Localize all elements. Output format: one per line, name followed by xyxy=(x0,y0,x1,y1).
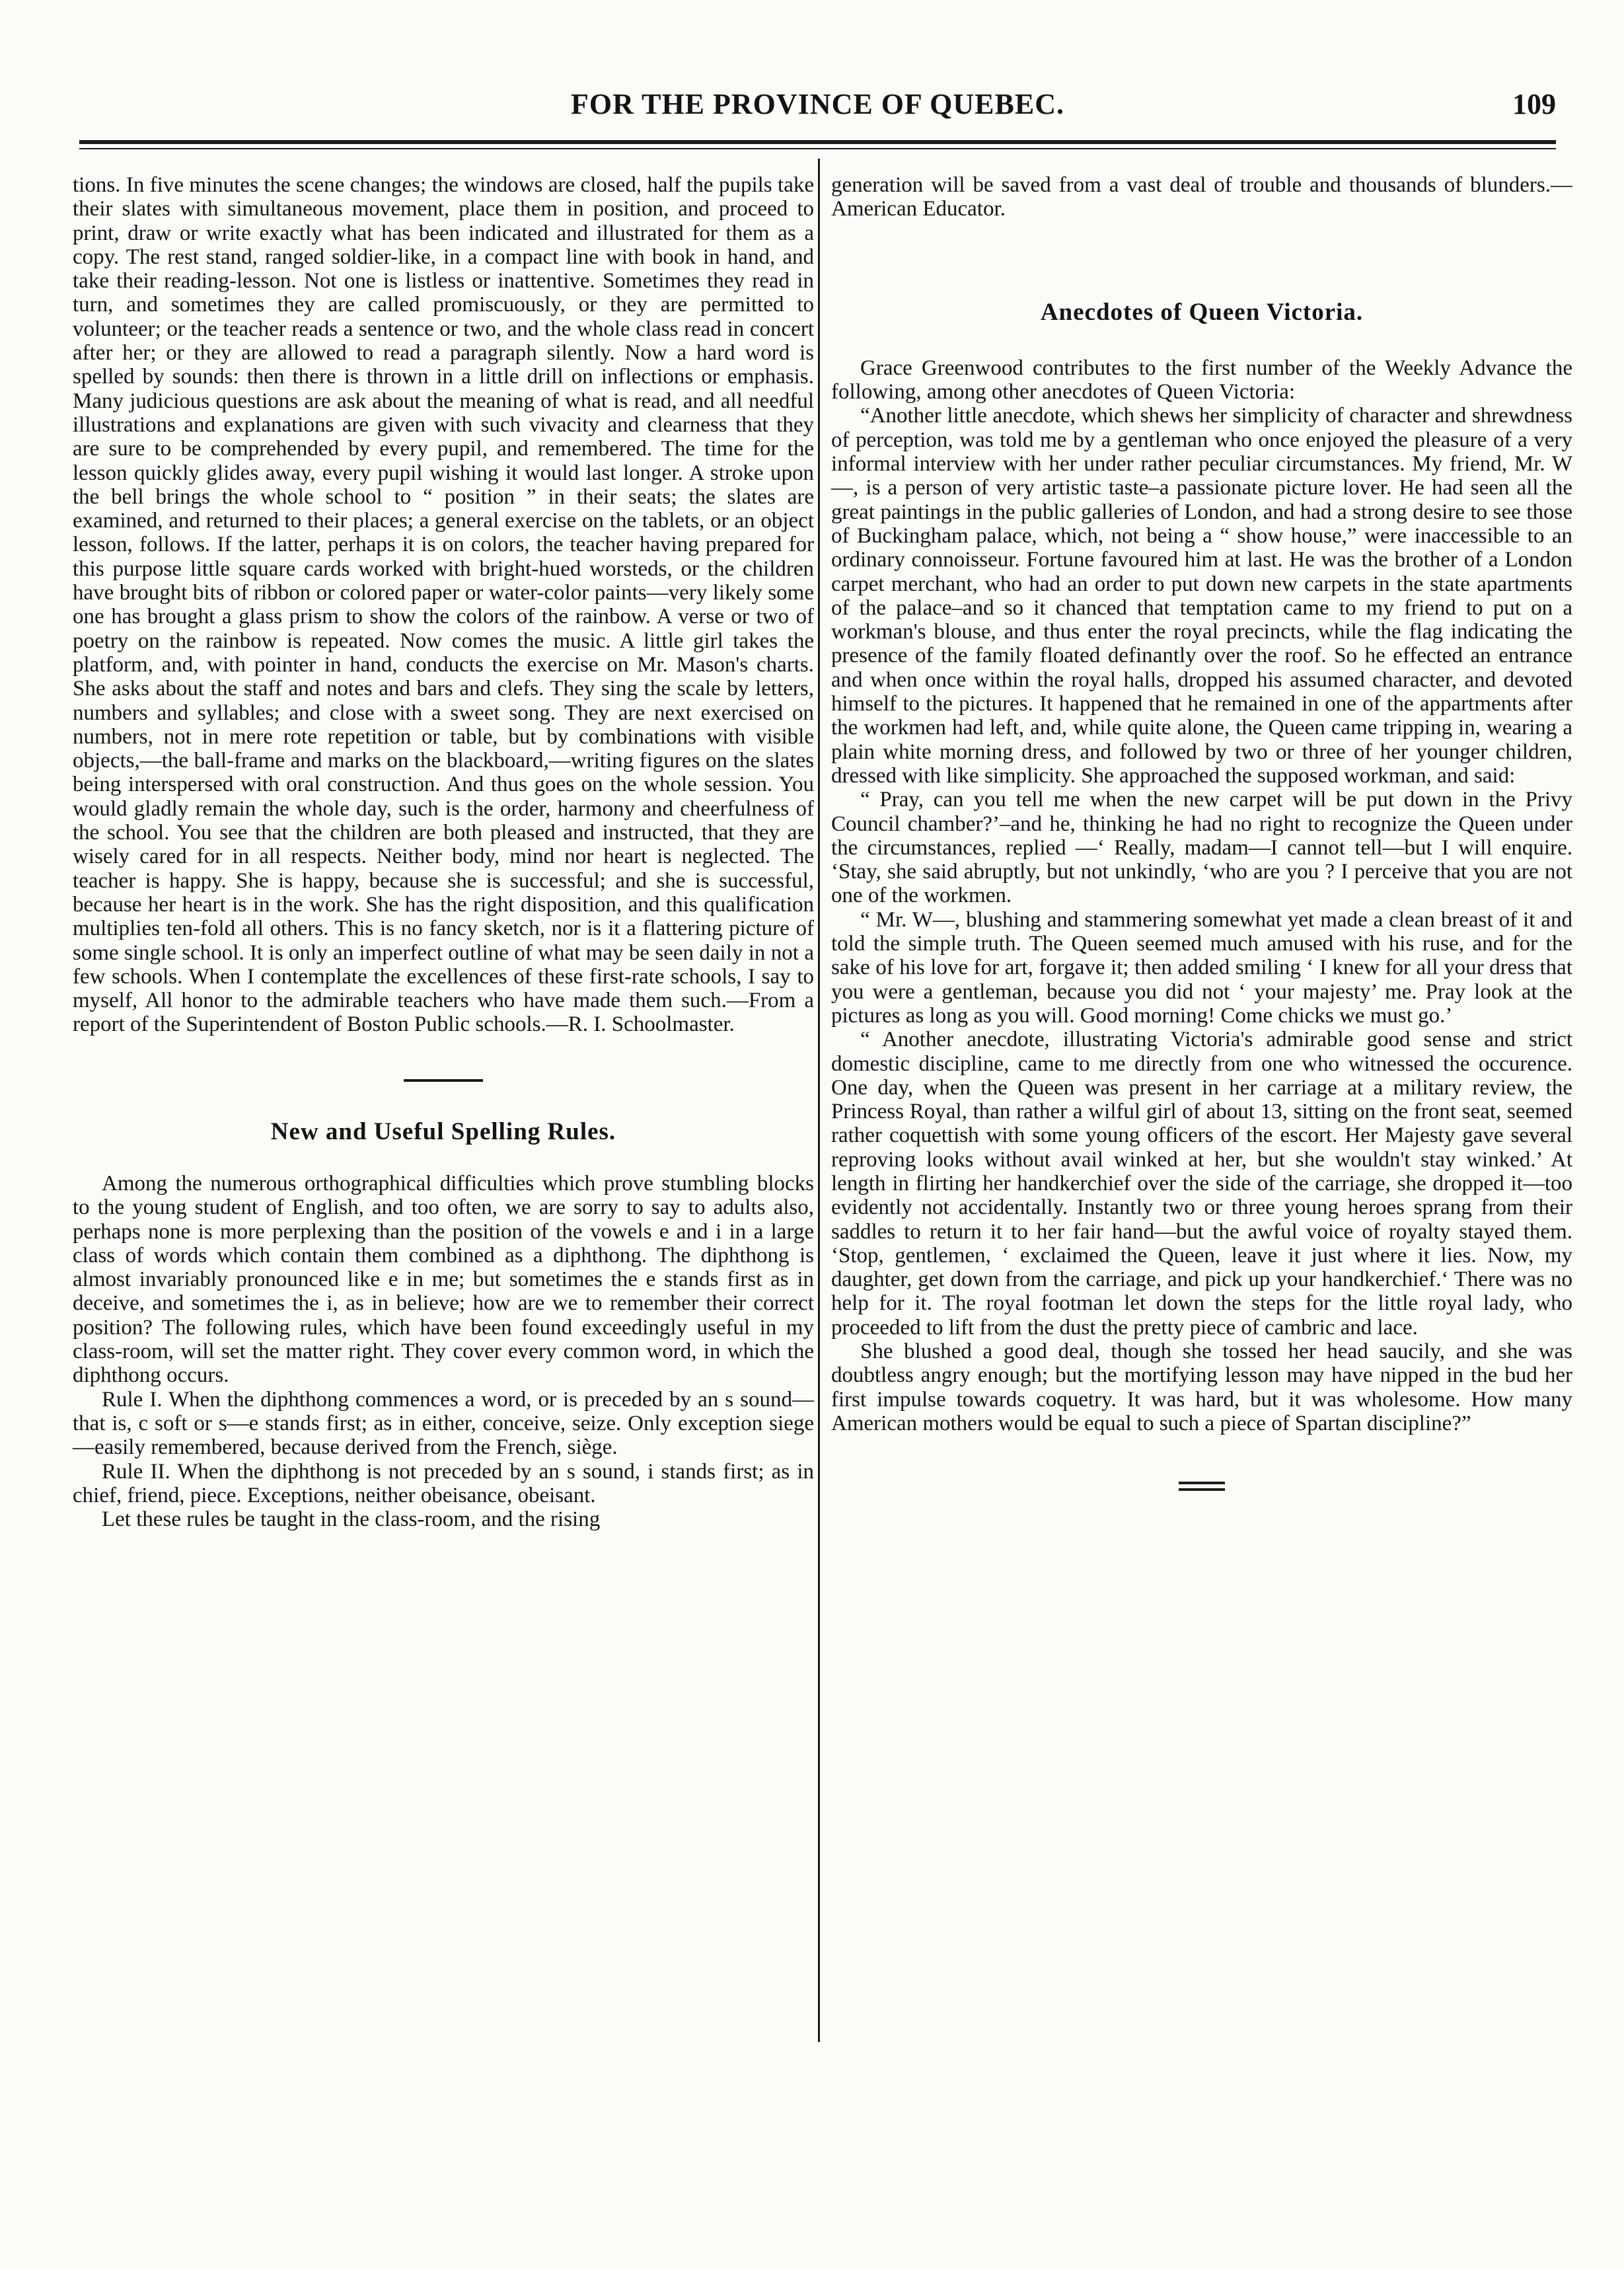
rule-two-paragraph: Rule II. When the diphthong is not preceded by an s sound, i stands first; as in chief, friend, piece. Exceptions, neither obeisance, obeisant. xyxy=(73,1459,814,1507)
anecdote-paragraph: She blushed a good deal, though she tossed her head saucily, and she was doubtless angry enough; but the mortifying lesson may have nipped in the bud her first impulse towards coquetry. It was hard, but it was wholesome. How many American mothers would be equal to such a piece of Spartan discipline?” xyxy=(831,1340,1572,1435)
anecdote-paragraph: “Another little anecdote, which shews her simplicity of character and shrewdness of perception, was told me by a gentleman who once enjoyed the pleasure of a very informal interview with her under rather peculiar circumstances. My friend, Mr. W—, is a person of very artistic taste–a passionate picture lover. He had seen all the great paintings in the public galleries of London, and had a strong desire to see those of Buckingham palace, which, not being a “ show house,” were inaccessible to an ordinary connoisseur. Fortune favoured him at last. He was the brother of a London carpet merchant, who had an order to put down new carpets in the state apartments of the palace–and so it chanced that temptation came to my friend to put on a workman's blouse, and thus enter the royal precincts, while the flag indicating the presence of the family floated definantly over the roof. So he effected an entrance and when once within the royal halls, dropped his assumed character, and devoted himself to the pictures. It happened that he remained in one of the appartments after the workmen had left, and, while quite alone, the Queen came tripping in, wearing a plain white morning dress, and followed by two or three of her younger children, dressed with like simplicity. She approached the supposed workman, and said: xyxy=(831,404,1572,788)
continued-paragraph: tions. In five minutes the scene changes; the windows are closed, half the pupils take their slates with simultaneous movement, place them in position, and proceed to print, draw or write exactly what has been indicated and illustrated for them as a copy. The rest stand, ranged soldier-like, in a compact line with book in hand, and take their reading-lesson. Not one is listless or inattentive. Sometimes they read in turn, and sometimes they are called promiscuously, or they are permitted to volunteer; or the teacher reads a sentence or two, and the whole class read in concert after her; or they are allowed to read a paragraph silently. Now a hard word is spelled by sounds: then there is thrown in a little drill on inflections or emphasis. Many judicious questions are ask about the meaning of what is read, and all needful illustrations and explanations are given with such vivacity and clearness that they are sure to be comprehended by every pupil, and remembered. The time for the lesson quickly glides away, every pupil wishing it would last longer. A stroke upon the bell brings the whole school to “ position ” in their seats; the slates are examined, and returned to their places; a general exercise on the tablets, or an object lesson, follows. If the latter, perhaps it is on colors, the teacher having prepared for this purpose little square cards worked with bright-hued worsteds, or the children have brought bits of ribbon or colored paper or water-color paints—very likely some one has brought a glass prism to show the colors of the rainbow. A verse or two of poetry on the rainbow is repeated. Now comes the music. A little girl takes the platform, and, with pointer in hand, conducts the exercise on Mr. Mason's charts. She asks about the staff and notes and bars and clefs. They sing the scale by letters, numbers and syllables; and close with a sweet song. They are next exercised on numbers, not in mere rote repetition or table, but by combinations with visible objects,—the ball-frame and marks on the blackboard,—writing figures on the slates being interspersed with oral construction. And thus goes on the whole session. You would gladly remain the whole day, such is the order, harmony and cheerfulness of the school. You see that the children are both pleased and instructed, that they are wisely cared for in all respects. Neither body, mind nor heart is neglected. The teacher is happy. She is happy, because she is successful; and she is successful, because her heart is in the work. She has the right disposition, and this qualification multiplies ten-fold all others. This is no fancy sketch, nor is it a flattering picture of some single school. It is only an imperfect outline of what may be seen daily in not a few schools. When I contemplate the excellences of these first-rate schools, I say to myself, All honor to the admirable teachers who have made them such.—From a report of the Superintendent of Boston Public schools.—R. I. Schoolmaster. xyxy=(73,173,814,1037)
anecdote-paragraph: “ Another anecdote, illustrating Victoria's admirable good sense and strict domestic discipline, came to me directly from one who witnessed the occurence. One day, when the Queen was present in her carriage at a military review, the Princess Royal, than rather a wilful girl of about 13, sitting on the front seat, seemed rather coquettish with some young officers of the escort. Her Majesty gave several reproving looks without avail winked at her, but she wouldn't stay winked.’ At length in flirting her handkerchief over the side of the carriage, she dropped it—too evidently not accidentally. Instantly two or three young heroes sprang from their saddles to return it to her fair hand—but the awful voice of royalty stayed them. ‘Stop, gentlemen, ‘ exclaimed the Queen, leave it just where it lies. Now, my daughter, get down from the carriage, and pick up your handkerchief.‘ There was no help for it. The royal footman let down the steps for the little royal lady, who proceeded to lift from the dust the pretty piece of cambric and lace. xyxy=(831,1028,1572,1340)
left-column xyxy=(73,173,814,1531)
spelling-intro-paragraph: Among the numerous orthographical difficulties which prove stumbling blocks to the young student of English, and too often, we are sorry to say to adults also, perhaps none is more perplexing than the position of the vowels e and i in a large class of words which contain them combined as a diphthong. The diphthong is almost invariably pronounced like e in me; but sometimes the e stands first as in deceive, and sometimes the i, as in believe; how are we to remember their correct position? The following rules, which have been found exceedingly useful in my class-room, will set the matter right. They cover every common word, in which the diphthong occurs. xyxy=(73,1171,814,1388)
closing-paragraph: Let these rules be taught in the class-room, and the rising xyxy=(102,1507,601,1532)
section-title-anecdotes: Anecdotes of Queen Victoria. xyxy=(1040,298,1364,326)
anecdote-paragraph: “ Pray, can you tell me when the new carpet will be put down in the Privy Council chamber?’–and he, thinking he had no right to recognize the Queen under the circumstances, replied —‘ Really, madam—I cannot tell—but I will enquire. ‘Stay, she said abruptly, but not unkindly, ‘who are you ? I perceive that you are not one of the workmen. xyxy=(831,788,1572,908)
section-title-spelling-rules: New and Useful Spelling Rules. xyxy=(270,1117,616,1145)
right-column xyxy=(831,173,1572,1495)
header-rule-thick xyxy=(79,140,1556,144)
continued-intro: generation will be saved from a vast deal of trouble and thousands of blunders.—American Educator. xyxy=(831,173,1572,221)
rule-one-paragraph: Rule I. When the diphthong commences a word, or is preceded by an s sound—that is, c soft or s—e stands first; as in either, conceive, seize. Only exception siege—easily remembered, because derived from the French, siège. xyxy=(73,1387,814,1460)
page-number: 109 xyxy=(1512,88,1556,120)
header-rule-thin xyxy=(79,148,1556,149)
running-title: FOR THE PROVINCE OF QUEBEC. xyxy=(571,88,1064,120)
anecdote-paragraph: Grace Greenwood contributes to the first number of the Weekly Advance the following, among other anecdotes of Queen Victoria: xyxy=(831,356,1572,404)
page-header xyxy=(79,87,1556,133)
anecdote-paragraph: “ Mr. W—, blushing and stammering somewhat yet made a clean breast of it and told the simple truth. The Queen seemed much amused with his ruse, and for the sake of his love for art, forgave it; then added smiling ‘ I knew for all your dress that you were a gentleman, because you did not ‘ your majesty’ me. Pray look at the pictures as long as you will. Good morning! Come chicks we must go.’ xyxy=(831,907,1572,1028)
column-divider xyxy=(818,159,820,2042)
end-ornament-rule xyxy=(1179,1482,1225,1491)
